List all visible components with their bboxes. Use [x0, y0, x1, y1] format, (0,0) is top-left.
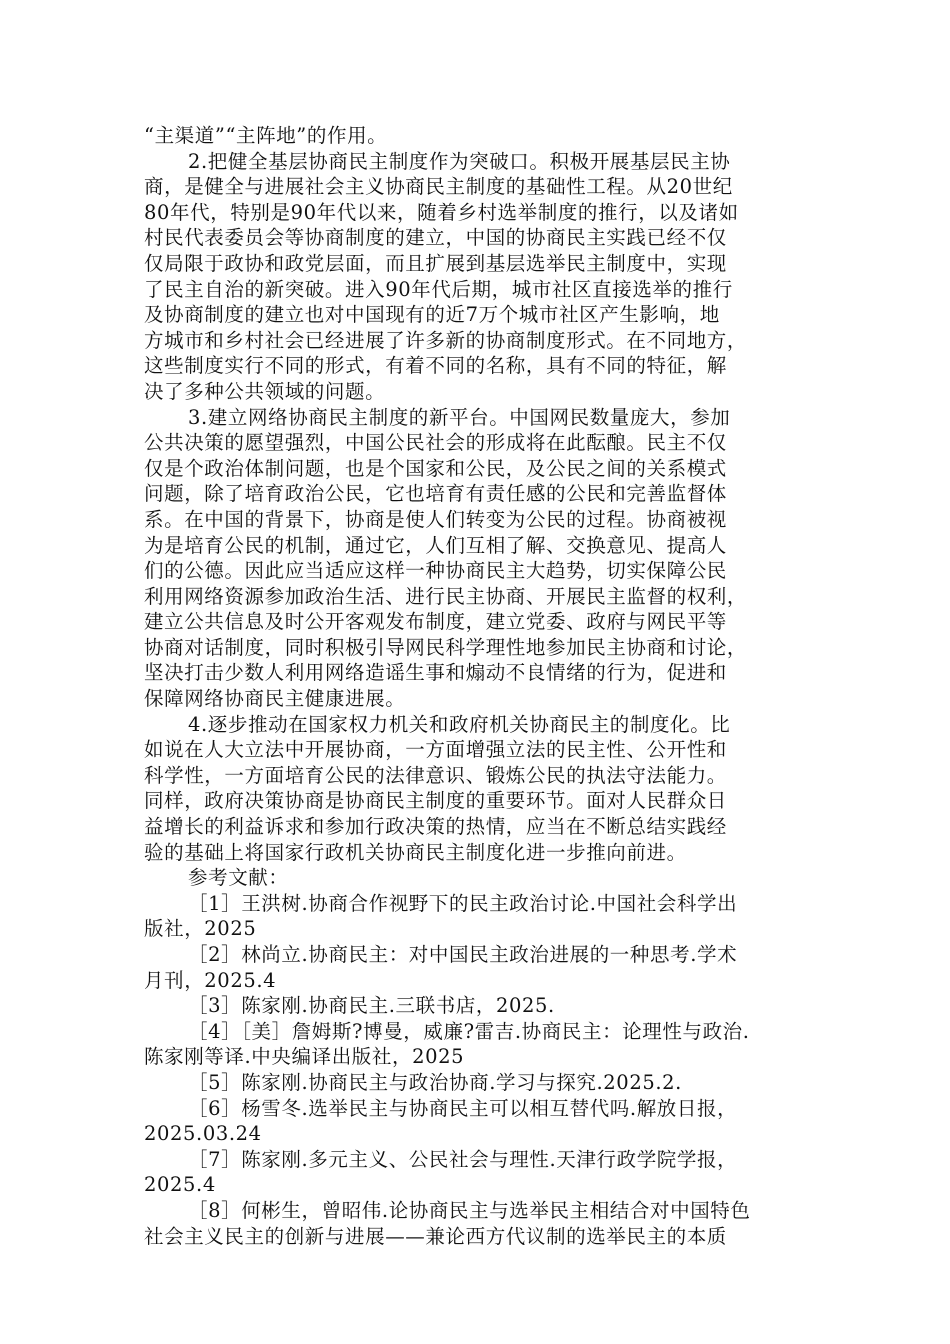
text-line: 社会主义民主的创新与进展——兼论西方代议制的选举民主的本质 [144, 1224, 727, 1248]
text-line: 陈家刚等译.中央编译出版社，2025 [144, 1045, 465, 1069]
text-line: 参考文献： [188, 866, 289, 890]
text-line: 月刊，2025.4 [144, 968, 277, 992]
text-line: 们的公德。因此应当适应这样一种协商民主大趋势，切实保障公民 [144, 559, 727, 583]
text-line: ［6］杨雪冬.选举民主与协商民主可以相互替代吗.解放日报， [188, 1096, 738, 1120]
text-line: 同样，政府决策协商是协商民主制度的重要环节。面对人民群众日 [144, 789, 727, 813]
text-line: ［7］陈家刚.多元主义、公民社会与理性.天津行政学院学报， [188, 1147, 738, 1171]
text-line: 仅是个政治体制问题，也是个国家和公民，及公民之间的关系模式 [144, 456, 727, 480]
text-line: 利用网络资源参加政治生活、进行民主协商、开展民主监督的权利， [144, 584, 748, 608]
text-line: 坚决打击少数人利用网络造谣生事和煽动不良情绪的行为，促进和 [144, 661, 727, 685]
text-line: 为是培育公民的机制，通过它，人们互相了解、交换意见、提高人 [144, 533, 727, 557]
text-line: 方城市和乡村社会已经进展了许多新的协商制度形式。在不同地方， [144, 328, 748, 352]
text-line: 版社，2025 [144, 917, 257, 941]
text-line: 系。在中国的背景下，协商是使人们转变为公民的过程。协商被视 [144, 507, 727, 531]
text-line: ［5］陈家刚.协商民主与政治协商.学习与探究.2025.2. [188, 1070, 682, 1094]
text-line: 决了多种公共领域的问题。 [144, 379, 386, 403]
text-line: ［8］何彬生，曾昭伟.论协商民主与选举民主相结合对中国特色 [188, 1198, 751, 1222]
text-line: “主渠道”“主阵地”的作用。 [144, 124, 388, 147]
text-line: 及协商制度的建立也对中国现有的近7万个城市社区产生影响，地 [144, 303, 720, 327]
text-line: 村民代表委员会等协商制度的建立，中国的协商民主实践已经不仅 [144, 226, 727, 250]
text-line: 3.建立网络协商民主制度的新平台。中国网民数量庞大，参加 [188, 405, 731, 429]
text-line: 商，是健全与进展社会主义协商民主制度的基础性工程。从20世纪 [144, 175, 733, 199]
text-line: 80年代，特别是90年代以来，随着乡村选举制度的推行，以及诸如 [144, 200, 739, 224]
text-line: 科学性，一方面培育公民的法律意识、锻炼公民的执法守法能力。 [144, 763, 727, 787]
text-line: 2025.03.24 [144, 1122, 262, 1146]
text-line: ［1］王洪树.协商合作视野下的民主政治讨论.中国社会科学出 [188, 891, 738, 915]
text-line: 了民主自治的新突破。进入90年代后期，城市社区直接选举的推行 [144, 277, 733, 301]
text-line: ［2］林尚立.协商民主：对中国民主政治进展的一种思考.学术 [188, 943, 738, 966]
text-line: ［4］［美］詹姆斯?博曼，威廉?雷吉.协商民主：论理性与政治. [188, 1019, 750, 1043]
text-line: 仅局限于政协和政党层面，而且扩展到基层选举民主制度中，实现 [144, 251, 727, 275]
text-line: 如说在人大立法中开展协商，一方面增强立法的民主性、公开性和 [144, 738, 727, 762]
text-line: ［3］陈家刚.协商民主.三联书店，2025. [188, 994, 555, 1018]
text-line: 2.把健全基层协商民主制度作为突破口。积极开展基层民主协 [188, 149, 731, 173]
text-line: 4.逐步推动在国家权力机关和政府机关协商民主的制度化。比 [188, 712, 731, 736]
text-line: 协商对话制度，同时积极引导网民科学理性地参加民主协商和讨论， [144, 635, 748, 659]
text-line: 问题，除了培育政治公民，它也培育有责任感的公民和完善监督体 [144, 482, 727, 506]
text-line: 建立公共信息及时公开客观发布制度，建立党委、政府与网民平等 [144, 610, 727, 634]
text-line: 这些制度实行不同的形式，有着不同的名称，具有不同的特征，解 [144, 354, 727, 378]
text-line: 公共决策的愿望强烈，中国公民社会的形成将在此酝酿。民主不仅 [144, 431, 727, 455]
text-line: 保障网络协商民主健康进展。 [144, 687, 406, 711]
text-line: 验的基础上将国家行政机关协商民主制度化进一步推向前进。 [144, 840, 687, 864]
text-line: 益增长的利益诉求和参加行政决策的热情，应当在不断总结实践经 [144, 815, 727, 839]
text-line: 2025.4 [144, 1173, 216, 1197]
body-text [144, 123, 804, 1249]
